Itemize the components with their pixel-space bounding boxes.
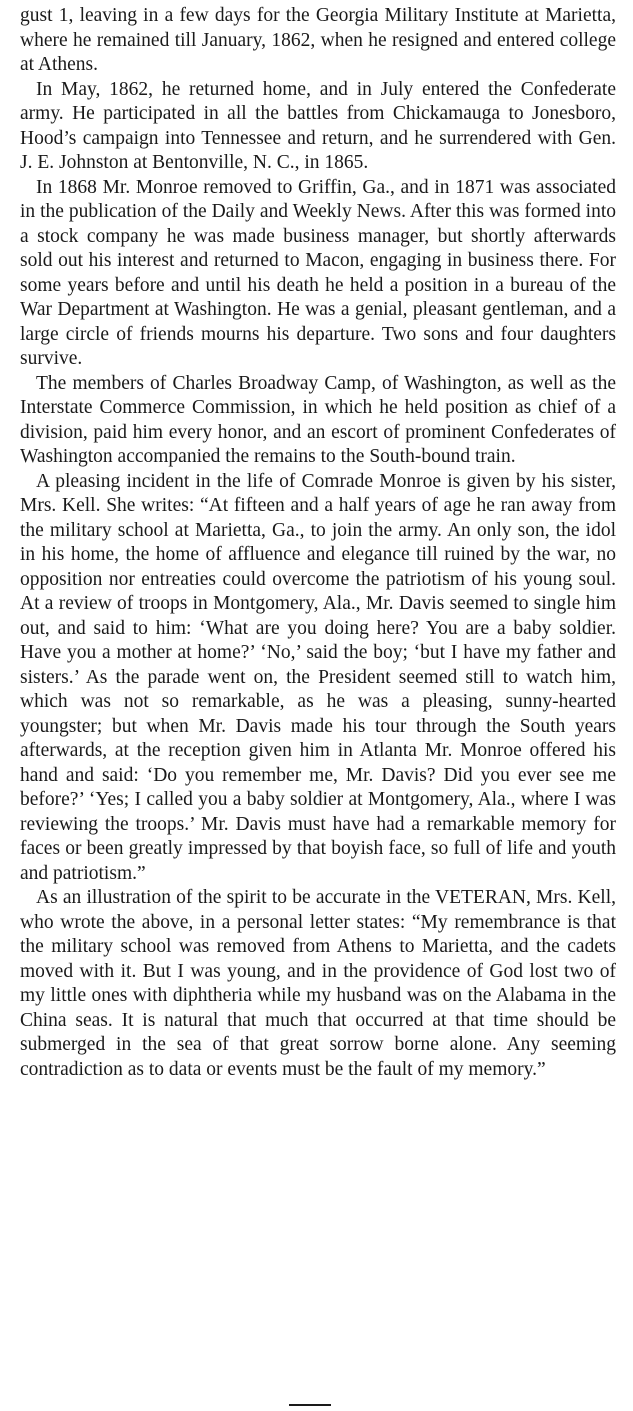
paragraph-funeral-honors: The members of Charles Broadway Camp, of Washington, as well as the Interstate Commerce Commission, in which he held position as chief of a division, paid him every honor, and an escort of prominent Confederates of Washington accompanied the remains to the South-bound train. <box>20 372 616 467</box>
paragraph-georgia-military-institute: gust 1, leaving in a few days for the Georgia Military Institute at Marietta, where he remained till January, 1862, when he resigned and entered college at Athens. <box>20 5 616 75</box>
paragraph-griffin-career: In 1868 Mr. Monroe removed to Griffin, Ga., and in 1871 was associated in the publication of the Daily and Weekly News. After this was formed into a stock company he was made business manager, but shortly afterwards sold out his interest and returned to Macon, engaging in business there. For some years before and until his death he held a position in a bureau of the War Department at Washington. He was a genial, pleasant gentleman, and a large circle of friends mourns his departure. Two sons and four daughters survive. <box>20 176 616 369</box>
paragraph-baby-soldier-incident: A pleasing incident in the life of Comrade Monroe is given by his sister, Mrs. Kell. She writes: “At fifteen and a half years of age he ran away from the military school at Marietta, Ga., to join the army. An only son, the idol in his home, the home of affluence and elegance till ruined by the war, no opposition nor entreaties could overcome the patriotism of his young soul. At a review of troops in Montgomery, Ala., Mr. Davis seemed to single him out, and said to him: ‘What are you doing here? You are a baby soldier. Have you a mother at home?’ ‘No,’ said the boy; ‘but I have my father and sisters.’ As the parade went on, the President seemed still to watch him, which was not so remarkable, as he was a pleasing, sunny-hearted youngster; but when Mr. Davis made his tour through the South years afterwards, at the reception given him in Atlanta Mr. Monroe offered his hand and said: ‘Do you remember me, Mr. Davis? Did you ever see me before?’ ‘Yes; I called you a baby soldier at Montgomery, Ala., where I was reviewing the troops.’ Mr. Davis must have had a remarkable memory for faces or been greatly impressed by that boyish face, so full of life and youth and patriotism.” <box>20 470 616 884</box>
section-divider <box>289 1404 331 1406</box>
paragraph-confederate-service: In May, 1862, he returned home, and in July entered the Confederate army. He participated in all the battles from Chickamauga to Jonesboro, Hood’s campaign into Tennessee and return, and he surrendered with Gen. J. E. Johnston at Bentonville, N. C., in 1865. <box>20 78 616 173</box>
paragraph-mrs-kell-letter: As an illustration of the spirit to be accurate in the VETERAN, Mrs. Kell, who wrote the above, in a personal letter states: “My remembrance is that the military school was removed from Athens to Marietta, and the cadets moved with it. But I was young, and in the providence of God lost two of my little ones with diphtheria while my husband was on the Alabama in the China seas. It is natural that much that occurred at that time should be submerged in the sea of that great sorrow borne alone. Any seeming contradiction as to data or events must be the fault of my memory.” <box>20 887 616 1080</box>
